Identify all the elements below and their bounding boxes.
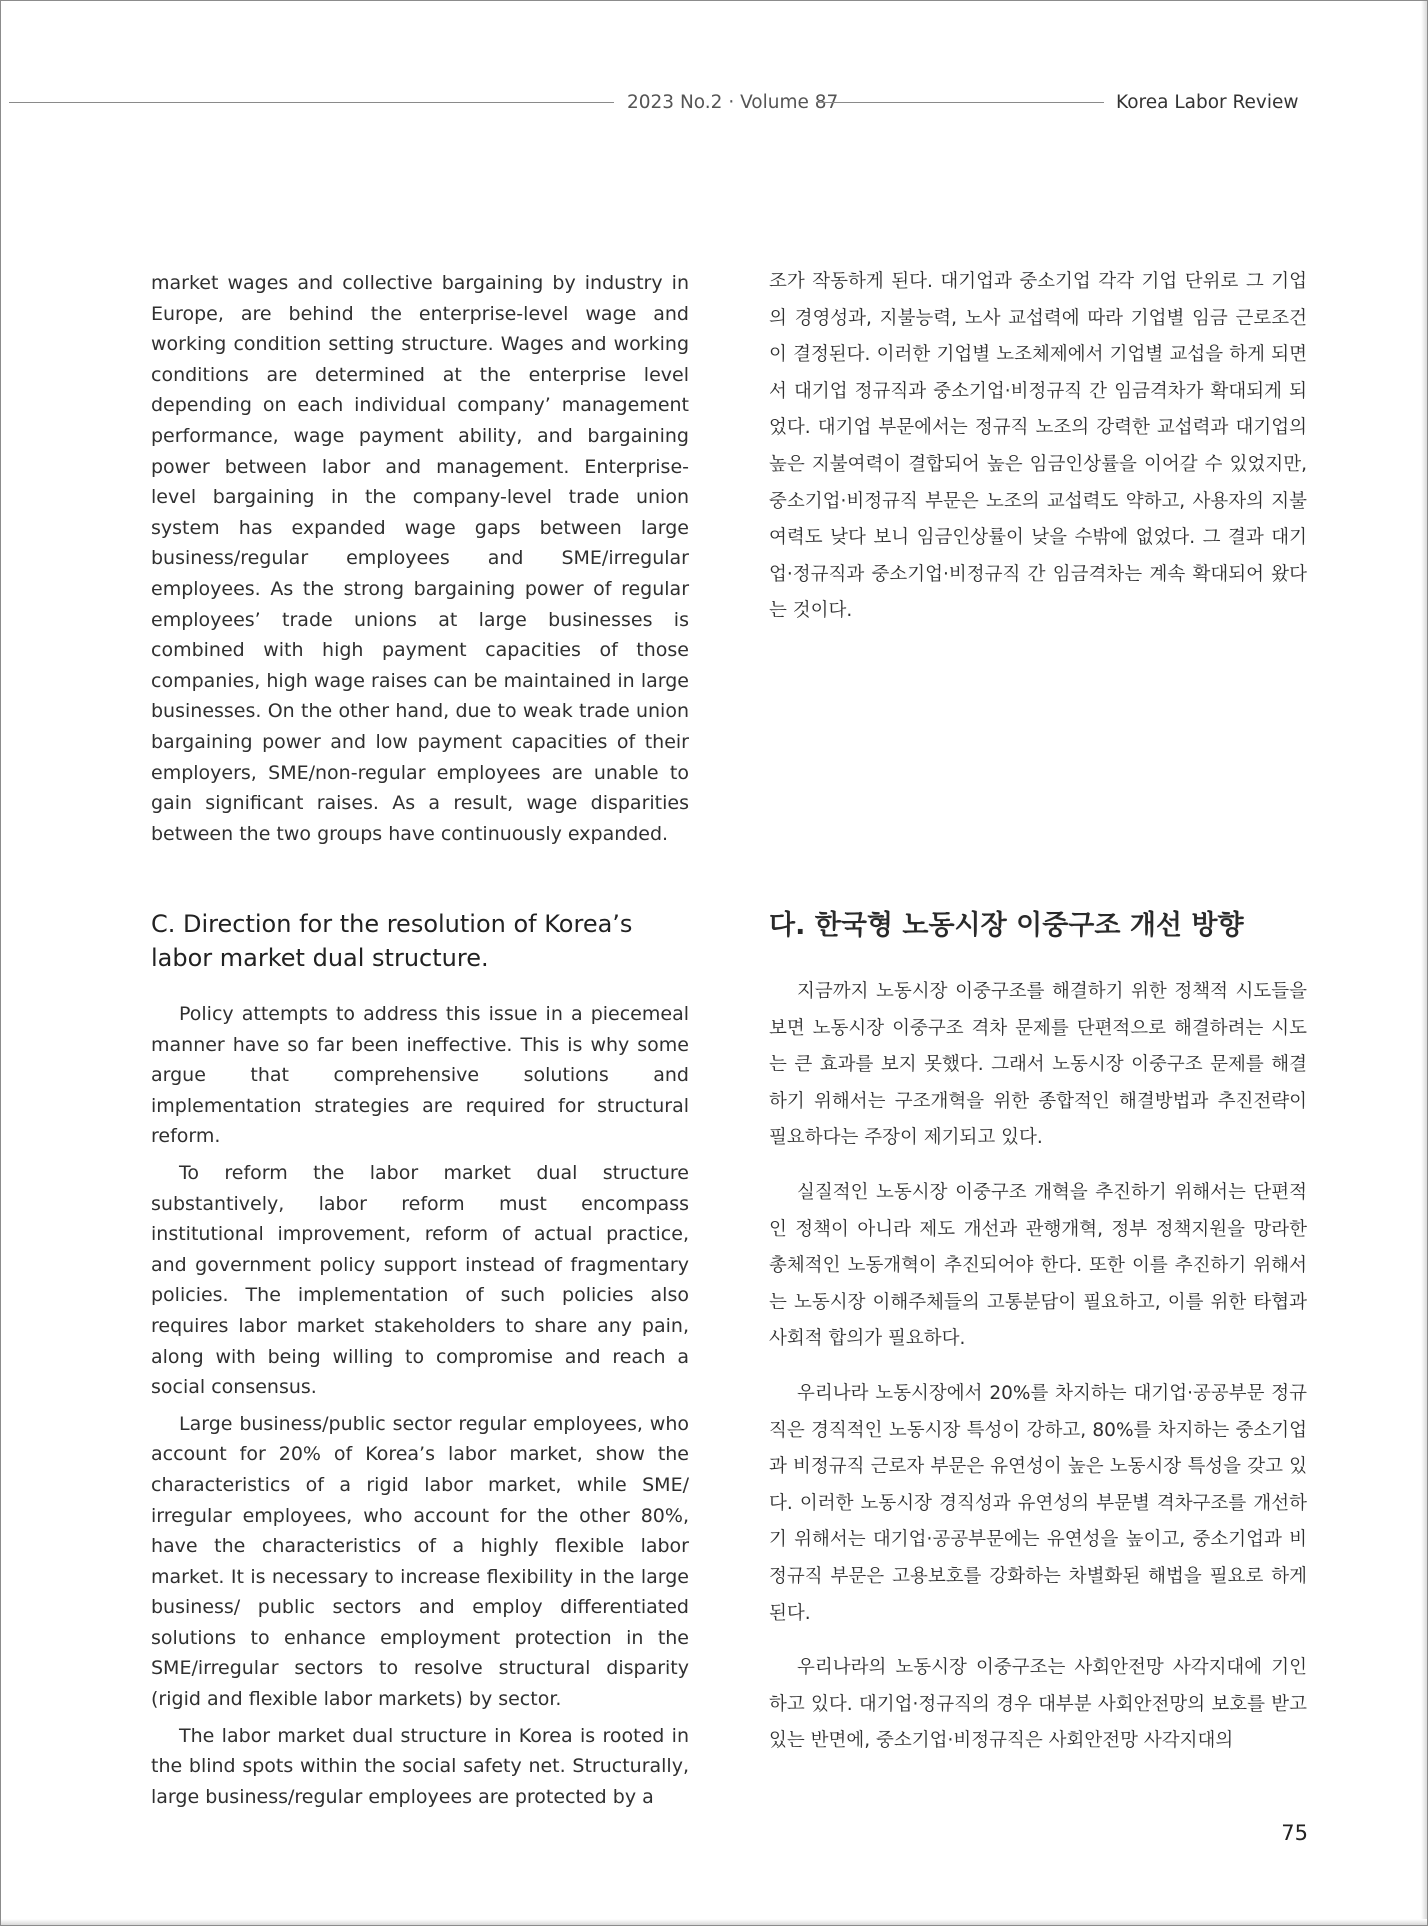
english-paragraph: To reform the labor market dual structure substantively, labor reform must encompass institutional improvement, reform of actual practice, and government policy support instead of fragmentary policies. The implementation of such policies also requires labor market stakeholders to share any pain, along with being willing to compromise and reach a social consensus. xyxy=(151,1161,689,1399)
korean-paragraph: 우리나라 노동시장에서 20%를 차지하는 대기업·공공부문 정규직은 경직적인 노동시장 특성이 강하고, 80%를 차지하는 중소기업과 비정규직 근로자 부문은 유연성이 높은 노동시장 특성을 갖고 있다. 이러한 노동시장 경직성과 유연성의 부문별 격차구조를 개선하기 위해서는 대기업·공공부문에는 유연성을 높이고, 중소기업과 비정규직 부문은 고용보호를 강화하는 차별화된 해법을 필요로 하게 된다. xyxy=(769,1382,1307,1624)
english-paragraph: The labor market dual structure in Korea is rooted in the blind spots within the social safety net. Structurally, large business/regular employees are protected by a xyxy=(151,1724,689,1808)
page-edge-shadow-right xyxy=(1421,1,1427,1925)
korean-continuation-paragraph: 조가 작동하게 된다. 대기업과 중소기업 각각 기업 단위로 그 기업의 경영성과, 지불능력, 노사 교섭력에 따라 기업별 임금 근로조건이 결정된다. 이러한 기업별 노조체제에서 기업별 교섭을 하게 되면서 대기업 정규직과 중소기업·비정규직 간 임금격차가 확대되게 되었다. 대기업 부문에서는 정규직 노조의 강력한 교섭력과 대기업의 높은 지불여력이 결합되어 높은 임금인상률을 이어갈 수 있었지만, 중소기업·비정규직 부문은 노조의 교섭력도 약하고, 사용자의 지불여력도 낮다 보니 임금인상률이 낮을 수밖에 없었다. 그 결과 대기업·정규직과 중소기업·비정규직 간 임금격차는 계속 확대되어 왔다는 것이다. xyxy=(769,271,1307,622)
korean-paragraph: 지금까지 노동시장 이중구조를 해결하기 위한 정책적 시도들을 보면 노동시장 이중구조 격차 문제를 단편적으로 해결하려는 시도는 큰 효과를 보지 못했다. 그래서 노동시장 이중구조 문제를 해결하기 위해서는 구조개혁을 위한 종합적인 해결방법과 추진전략이 필요하다는 주장이 제기되고 있다. xyxy=(769,981,1307,1149)
english-section xyxy=(151,907,689,1818)
korean-column-top xyxy=(769,264,1307,630)
header-journal-title: Korea Labor Review xyxy=(1116,92,1299,113)
english-section-heading: C. Direction for the resolution of Korea’s labor market dual structure. xyxy=(151,910,633,972)
english-paragraph: Policy attempts to address this issue in a piecemeal manner have so far been ineffective. This is why some argue that comprehensive solutions and implementation strategies are required for structural reform. xyxy=(151,1003,689,1148)
korean-paragraph: 우리나라의 노동시장 이중구조는 사회안전망 사각지대에 기인하고 있다. 대기업·정규직의 경우 대부분 사회안전망의 보호를 받고 있는 반면에, 중소기업·비정규직은 사회안전망 사각지대의 xyxy=(769,1657,1307,1752)
page-number: 75 xyxy=(1281,1821,1308,1845)
english-continuation-paragraph: market wages and collective bargaining by industry in Europe, are behind the enterprise-level wage and working condition setting structure. Wages and working conditions are determined at the enterprise level depending on each individual company’ management performance, wage payment ability, and bargaining power between labor and management. Enterprise-level bargaining in the company-level trade union system has expanded wage gaps between large business/regular employees and SME/irregular employees. As the strong bargaining power of regular employees’ trade unions at large businesses is combined with high payment capacities of those companies, high wage raises can be maintained in large businesses. On the other hand, due to weak trade union bargaining power and low payment capacities of their employers, SME/non-regular employees are unable to gain significant raises. As a result, wage disparities between the two groups have continuously expanded. xyxy=(151,272,689,845)
korean-paragraph: 실질적인 노동시장 이중구조 개혁을 추진하기 위해서는 단편적인 정책이 아니라 제도 개선과 관행개혁, 정부 정책지원을 망라한 총체적인 노동개혁이 추진되어야 한다. 또한 이를 추진하기 위해서는 노동시장 이해주체들의 고통분담이 필요하고, 이를 위한 타협과 사회적 합의가 필요하다. xyxy=(769,1181,1307,1350)
page-edge-shadow-bottom xyxy=(1,1919,1427,1925)
korean-section xyxy=(769,906,1307,1778)
korean-section-heading: 다. 한국형 노동시장 이중구조 개선 방향 xyxy=(769,910,1244,941)
header-rule-left xyxy=(9,102,614,103)
english-column-top xyxy=(151,268,689,849)
english-paragraph: Large business/public sector regular employees, who account for 20% of Korea’s labor market, show the characteristics of a rigid labor market, while SME/ irregular employees, who account for the other 80%, have the characteristics of a highly flexible labor market. It is necessary to increase flexibility in the large business/ public sectors and employ differentiated solutions to enhance employment protection in the SME/irregular sectors to resolve structural disparity (rigid and flexible labor markets) by sector. xyxy=(151,1412,689,1711)
header-rule-middle xyxy=(816,102,1104,103)
header-issue-label: 2023 No.2 · Volume 87 xyxy=(627,92,839,113)
